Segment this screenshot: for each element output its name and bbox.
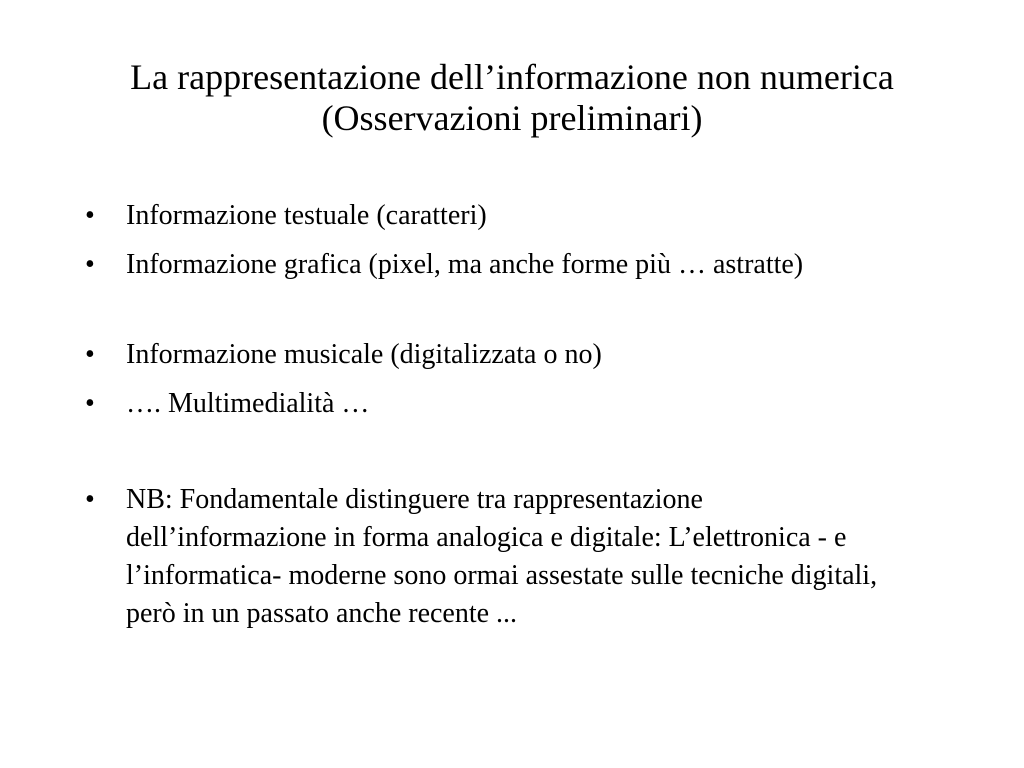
bullet-item-musical (85, 336, 915, 374)
bullet-text: Informazione grafica (pixel, ma anche forme più … astratte) (126, 249, 804, 280)
bullet-dot: • (85, 339, 95, 370)
bullet-dot: • (85, 388, 95, 419)
bullet-item-graphical (85, 246, 915, 284)
bullet-text: Informazione testuale (caratteri) (126, 200, 487, 231)
bullet-text: NB: Fondamentale distinguere tra rappresentazione dell’informazione in forma analogica e digitale: L’elettronica - e l’informatica- moderne sono ormai assestate sulle tecniche digitali, però in un passato anche recente ... (126, 484, 878, 629)
slide-title-line-2: (Osservazioni preliminari) (321, 98, 703, 138)
bullet-text: Informazione musicale (digitalizzata o no) (126, 339, 602, 370)
bullet-item-note (85, 481, 905, 633)
bullet-item-textual (85, 197, 915, 235)
bullet-dot: • (85, 249, 95, 280)
bullet-item-multimedia (85, 385, 915, 423)
bullet-dot: • (85, 484, 95, 515)
bullet-text: …. Multimedialità … (126, 388, 370, 419)
bullet-dot: • (85, 200, 95, 231)
slide-title-line-1: La rappresentazione dell’informazione non numerica (130, 57, 894, 97)
